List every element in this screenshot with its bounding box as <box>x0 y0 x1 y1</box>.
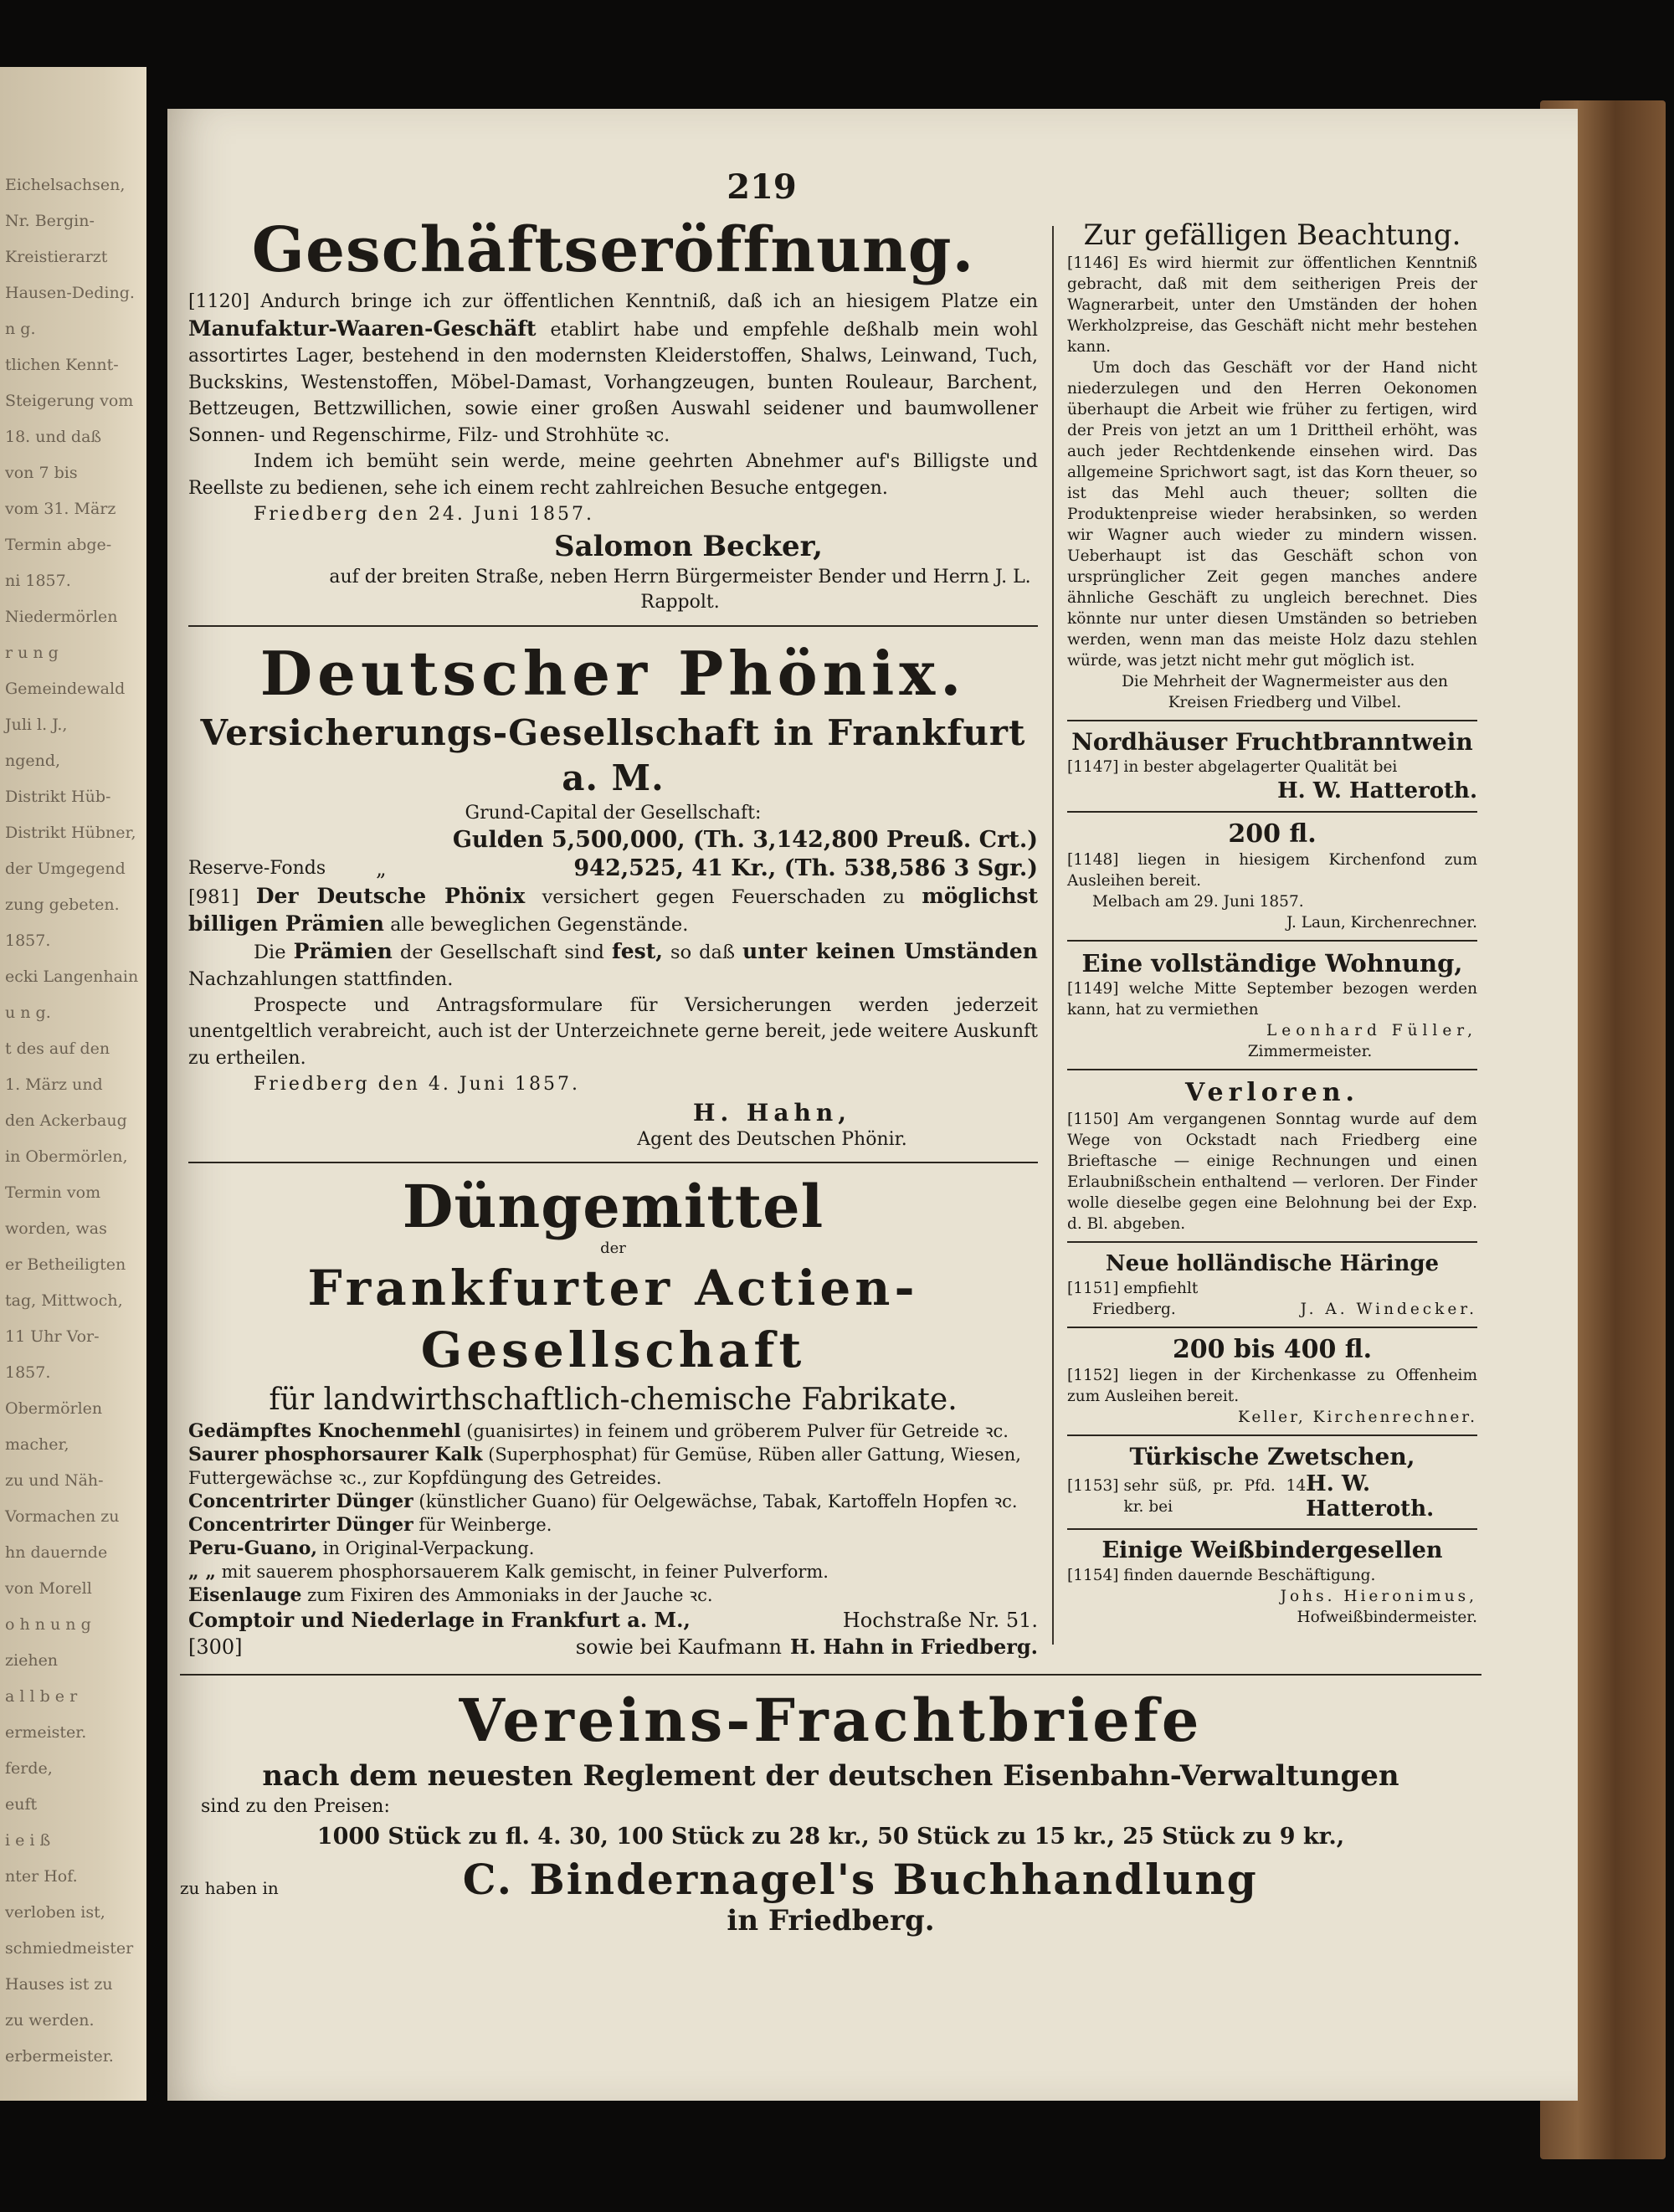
ad-1147-title: Nordhäuser Fruchtbranntwein <box>1071 728 1473 756</box>
ad-1120-dateline: Friedberg den 24. Juni 1857. <box>254 504 595 525</box>
ad-300-item: Gedämpftes Knochenmehl (guanisirtes) in feinem und gröberem Pulver für Getreide ꝛc. <box>188 1419 1009 1442</box>
ad-1149-signature: Leonhard Füller, <box>1266 1022 1477 1039</box>
ad-981-subtitle: Versicherungs-Gesellschaft in Frankfurt a. M. <box>200 711 1026 798</box>
prev-page-fragment: den Ackerbaug <box>5 1111 127 1130</box>
ad-300-item: Concentrirter Dünger (künstlicher Guano) für Oelgewächse, Tabak, Kartoffeln Hopfen ꝛc. <box>188 1490 1018 1512</box>
prev-page-fragment: er Betheiligten <box>5 1255 126 1274</box>
ad-1146-title: Zur gefälligen Beachtung. <box>1083 218 1461 252</box>
prev-page-fragment: Distrikt Hüb- <box>5 788 111 806</box>
prev-page-fragment: i e i ß <box>5 1831 51 1850</box>
ad-300-item: Saurer phosphorsaurer Kalk (Superphosphat) für Gemüse, Rüben aller Gattung, Wiesen, Futtergewächse ꝛc., zur Kopfdüngung des Getreides. <box>188 1443 1021 1488</box>
prev-page-fragment: macher, <box>5 1435 69 1454</box>
ad-1154-text: [1154] finden dauernde Beschäftigung. <box>1067 1567 1376 1584</box>
ad-981-deutscher-phoenix <box>188 637 1038 1152</box>
prev-page-fragment: ni 1857. <box>5 572 71 590</box>
prev-page-fragment: 1. März und <box>5 1075 103 1094</box>
ad-1146-text: [1146] Es wird hiermit zur öffentlichen Kenntniß gebracht, daß mit dem seitherigen Preis der Wagnerarbeit, unter den Umständen der hohen Werkholzpreise, das Geschäft nicht mehr bestehen kann. <box>1067 254 1477 356</box>
ad-1149-role: Zimmermeister. <box>1247 1043 1373 1060</box>
prev-page-fragment: 11 Uhr Vor- <box>5 1327 100 1346</box>
right-column <box>1067 218 1477 1628</box>
prev-page-fragment: hn dauernde <box>5 1543 108 1562</box>
prev-page-fragment: a l l b e r <box>5 1687 78 1706</box>
ad-1120-address: auf der breiten Straße, neben Herrn Bürgermeister Bender und Herrn J. L. Rappolt. <box>329 566 1031 613</box>
ad-1150-verloren <box>1067 1077 1477 1234</box>
ad-1148-signature: J. Laun, Kirchenrechner. <box>1286 914 1477 932</box>
prev-page-fragment: tlichen Kennt- <box>5 356 119 374</box>
ad-1152-text: [1152] liegen in der Kirchenkasse zu Offenheim zum Ausleihen bereit. <box>1067 1367 1477 1405</box>
ad-981-text: [981] Der Deutsche Phönix versichert gegen Feuerschaden zu möglichst billigen Prämien alle beweglichen Gegenstände. <box>188 883 1039 936</box>
ad-1120-text-2: Indem ich bemüht sein werde, meine geehrten Abnehmer auf's Billigste und Reellste zu bedienen, sehe ich einem recht zahlreichen Besuche entgegen. <box>188 451 1038 499</box>
ad-1151-footer: Friedberg. J. A. Windecker. <box>1092 1301 1477 1318</box>
ad-1149-text: [1149] welche Mitte September bezogen werden kann, hat zu vermiethen <box>1067 980 1477 1019</box>
bottom-ad-frachtbriefe <box>180 1674 1481 1937</box>
ad-300-item: Concentrirter Dünger für Weinberge. <box>188 1513 552 1536</box>
ad-1153-title: Türkische Zwetschen, <box>1129 1443 1415 1470</box>
prev-page-fragment: Gemeindewald <box>5 680 126 698</box>
prev-page-fragment: zu werden. <box>5 2011 95 2030</box>
prev-page-fragment: ermeister. <box>5 1723 87 1742</box>
prev-page-fragment: 1857. <box>5 932 51 950</box>
divider <box>188 1162 1038 1163</box>
prev-page-fragment: ngend, <box>5 752 61 770</box>
bottom-ad-subtitle: nach dem neuesten Reglement der deutschen Eisenbahn-Verwaltungen <box>262 1759 1399 1793</box>
bottom-ad-title: Vereins-Frachtbriefe <box>459 1686 1203 1755</box>
ad-1120-business-opening <box>188 212 1038 615</box>
divider <box>1067 940 1477 942</box>
ad-1152-title: 200 bis 400 fl. <box>1172 1335 1373 1364</box>
prev-page-fragment: Steigerung vom <box>5 392 134 410</box>
ad-1152-200-bis-400-fl <box>1067 1335 1477 1428</box>
prev-page-fragment: Vormachen zu <box>5 1507 120 1526</box>
ad-1120-signature: Salomon Becker, <box>554 529 823 563</box>
prev-page-fragment: Niedermörlen <box>5 608 118 626</box>
prev-page-fragment: Obermörlen <box>5 1399 103 1418</box>
divider <box>1067 1528 1477 1530</box>
prev-page-fragment: u n g. <box>5 1003 51 1022</box>
ad-981-capital-value: Gulden 5,500,000, (Th. 3,142,800 Preuß. Crt.) <box>452 826 1038 853</box>
ad-300-duengemittel <box>188 1173 1038 1660</box>
prev-page-fragment: ziehen <box>5 1651 59 1670</box>
ad-981-role: Agent des Deutschen Phönir. <box>637 1128 907 1150</box>
ad-1149-wohnung <box>1067 948 1477 1062</box>
ad-300-item-list <box>188 1419 1038 1607</box>
ad-1152-signature: Keller, Kirchenrechner. <box>1238 1409 1477 1426</box>
ad-1154-signature: Johs. Hieronimus, <box>1280 1588 1477 1605</box>
bottom-ad-shop-row: zu haben in C. Bindernagel's Buchhandlung <box>180 1855 1258 1904</box>
prev-page-fragment: der Umgegend <box>5 860 126 878</box>
bottom-ad-prices-intro: sind zu den Preisen: <box>201 1796 390 1817</box>
prev-page-fragment: Eichelsachsen, <box>5 176 126 194</box>
prev-page-fragment: zu und Näh- <box>5 1471 104 1490</box>
prev-page-fragment: von Morell <box>5 1579 92 1598</box>
ad-300-company: Frankfurter Actien-Gesellschaft <box>307 1259 919 1378</box>
ad-1147-fruchtbranntwein <box>1067 728 1477 804</box>
prev-page-fragment: n g. <box>5 320 36 338</box>
divider <box>188 625 1038 627</box>
prev-page-fragment: in Obermörlen, <box>5 1147 128 1166</box>
ad-981-signature: H. Hahn, <box>692 1098 851 1127</box>
ad-300-comptoir: Comptoir und Niederlage in Frankfurt a. M., Hochstraße Nr. 51. <box>188 1607 1038 1632</box>
ad-1146-text-2: Um doch das Geschäft vor der Hand nicht niederzulegen und den Herren Oekonomen überhaupt die Arbeit wie früher zu fertigen, wird der Preis von jetzt an um 1 Drittheil erhöht, was auch jeder Rechtdenkende einsehen wird. Das allgemeine Sprichwort sagt, ist das Korn theuer, so ist das Mehl auch theuer; sollten die Produktenpreise wieder herabsinken, so werden wir Wagner auch wieder zu mindern wissen. Ueberhaupt ist das Geschäft schon von ursprünglicher Zeit gegen manches andere ähnliche Geschäft zu ungleich berechnet. Dies könnte nur unter diesen Umständen so betrieben werden, wenn man das meiste Holz dazu stehlen würde, was jetzt nicht mehr gut möglich ist. <box>1067 359 1477 670</box>
prev-page-fragment: t des auf den <box>5 1039 110 1058</box>
prev-page-fragment: 1857. <box>5 1363 51 1382</box>
ad-1151-text: [1151] empfiehlt <box>1067 1280 1199 1297</box>
divider <box>180 1674 1481 1676</box>
ad-1146-signature: Die Mehrheit der Wagnermeister aus den Kreisen Friedberg und Vilbel. <box>1122 673 1448 711</box>
ad-300-item: „ „ mit sauerem phosphorsauerem Kalk gemischt, in feiner Pulverform. <box>188 1560 829 1583</box>
ad-300-subtitle: für landwirthschaftlich-chemische Fabrikate. <box>269 1382 958 1417</box>
ad-1120-text: [1120] Andurch bringe ich zur öffentlichen Kenntniß, daß ich an hiesigem Platze ein Manufaktur-Waaren-Geschäft etablirt habe und empfehle deßhalb mein wohl assortirtes Lager, bestehend in den modernsten Kleiderstoffen, Shalws, Leinwand, Tuch, Buckskins, Westenstoffen, Möbel-Damast, Vorhangzeugen, bunten Rouleaur, Barchent, Bettzeugen, Bettzwillichen, sowie einer großen Auswahl seidener und baumwollener Sonnen- und Regenschirme, Filz- und Strohhüte ꝛc. <box>188 291 1038 446</box>
column-divider <box>1052 226 1054 1645</box>
bottom-ad-city: in Friedberg. <box>727 1904 935 1937</box>
ad-1154-role: Hofweißbindermeister. <box>1297 1609 1477 1626</box>
ad-1148-200-fl <box>1067 819 1477 933</box>
ad-981-dateline: Friedberg den 4. Juni 1857. <box>254 1074 581 1095</box>
prev-page-fragment: verloben ist, <box>5 1903 105 1922</box>
ad-1153-row: [1153] sehr süß, pr. Pfd. 14 kr. bei H. W. Hatteroth. <box>1067 1471 1435 1522</box>
divider <box>1067 720 1477 721</box>
ad-300-title: Düngemittel <box>402 1171 824 1241</box>
ad-1153-zwetschen <box>1067 1443 1477 1522</box>
ad-300-item: Eisenlauge zum Fixiren des Ammoniaks in der Jauche ꝛc. <box>188 1583 713 1606</box>
ad-1147-text: [1147] in bester abgelagerter Qualität bei <box>1067 758 1398 776</box>
prev-page-fragment: 18. und daß <box>5 428 102 446</box>
prev-page-fragment: o h n u n g <box>5 1615 91 1634</box>
prev-page-fragment: Termin abge- <box>5 536 112 554</box>
prev-page-fragment: von 7 bis <box>5 464 78 482</box>
ad-300-also: [300] sowie bei Kaufmann H. Hahn in Friedberg. <box>188 1634 1038 1659</box>
ad-1148-dateline: Melbach am 29. Juni 1857. <box>1092 893 1304 911</box>
ad-1154-weissbindergesellen <box>1067 1537 1477 1628</box>
prev-page-fragment: Nr. Bergin- <box>5 212 95 230</box>
prev-page-fragment: Hauses ist zu <box>5 1975 113 1994</box>
previous-page-edge <box>0 67 146 2101</box>
ad-1151-title: Neue holländische Häringe <box>1105 1251 1440 1276</box>
divider <box>1067 1241 1477 1243</box>
divider <box>1067 811 1477 813</box>
page-number: 219 <box>727 167 797 207</box>
ad-300-item: Peru-Guano, in Original-Verpackung. <box>188 1537 535 1559</box>
ad-1148-title: 200 fl. <box>1228 819 1317 849</box>
left-column <box>188 205 1038 1660</box>
ad-981-text-3: Prospecte und Antragsformulare für Versicherungen werden jederzeit unentgeltlich verabreicht, auch ist der Unterzeichnete gerne bereit, jede weitere Auskunft zu ertheilen. <box>188 994 1038 1069</box>
prev-page-fragment: Hausen-Deding. <box>5 284 135 302</box>
prev-page-fragment: tag, Mittwoch, <box>5 1291 123 1310</box>
divider <box>1067 1434 1477 1436</box>
prev-page-fragment: schmiedmeister <box>5 1939 134 1958</box>
prev-page-fragment: nter Hof. <box>5 1867 78 1886</box>
prev-page-fragment: Kreistierarzt <box>5 248 108 266</box>
ad-981-text-2: Die Prämien der Gesellschaft sind fest, so daß unter keinen Umständen Nachzahlungen stattfinden. <box>188 938 1038 990</box>
prev-page-fragment: r u n g <box>5 644 59 662</box>
ad-1146-wagner-notice <box>1067 218 1477 713</box>
ad-1149-title: Eine vollständige Wohnung, <box>1081 949 1463 978</box>
divider <box>1067 1327 1477 1328</box>
prev-page-fragment: Juli l. J., <box>5 716 68 734</box>
ad-1150-text: [1150] Am vergangenen Sonntag wurde auf dem Wege von Ockstadt nach Friedberg eine Brieftasche — einige Rechnungen und einen Erlaubnißschein enthaltend — verloren. Der Finder wolle dieselbe gegen eine Belohnung bei der Exp. d. Bl. abgeben. <box>1067 1111 1477 1233</box>
ad-1151-haeringe <box>1067 1250 1477 1320</box>
divider <box>1067 1069 1477 1070</box>
prev-page-fragment: erbermeister. <box>5 2047 114 2066</box>
ad-1147-signature: H. W. Hatteroth. <box>1277 778 1477 803</box>
ad-981-capital-label: Grund-Capital der Gesellschaft: <box>465 802 762 824</box>
ad-981-title: Deutscher Phönix. <box>259 637 967 709</box>
ad-1150-title: Verloren. <box>1185 1078 1359 1107</box>
prev-page-fragment: ferde, <box>5 1759 53 1778</box>
bottom-ad-prices: 1000 Stück zu fl. 4. 30, 100 Stück zu 28 kr., 50 Stück zu 15 kr., 25 Stück zu 9 kr., <box>316 1824 1345 1850</box>
prev-page-fragment: euft <box>5 1795 38 1814</box>
prev-page-fragment: zung gebeten. <box>5 896 120 914</box>
prev-page-fragment: Termin vom <box>5 1183 101 1202</box>
prev-page-fragment: worden, was <box>5 1219 107 1238</box>
ad-981-reserve-row: Reserve-Fonds „ 942,525, 41 Kr., (Th. 538,586 3 Sgr.) <box>188 855 1038 881</box>
ad-300-der: der <box>600 1239 626 1257</box>
prev-page-fragment: Distrikt Hübner, <box>5 824 136 842</box>
prev-page-fragment: vom 31. März <box>5 500 116 518</box>
ad-1120-title: Geschäftseröffnung. <box>251 214 975 286</box>
prev-page-fragment: ecki Langenhain <box>5 967 139 986</box>
ad-1148-text: [1148] liegen in hiesigem Kirchenfond zum Ausleihen bereit. <box>1067 851 1477 890</box>
ad-1154-title: Einige Weißbindergesellen <box>1101 1537 1443 1563</box>
